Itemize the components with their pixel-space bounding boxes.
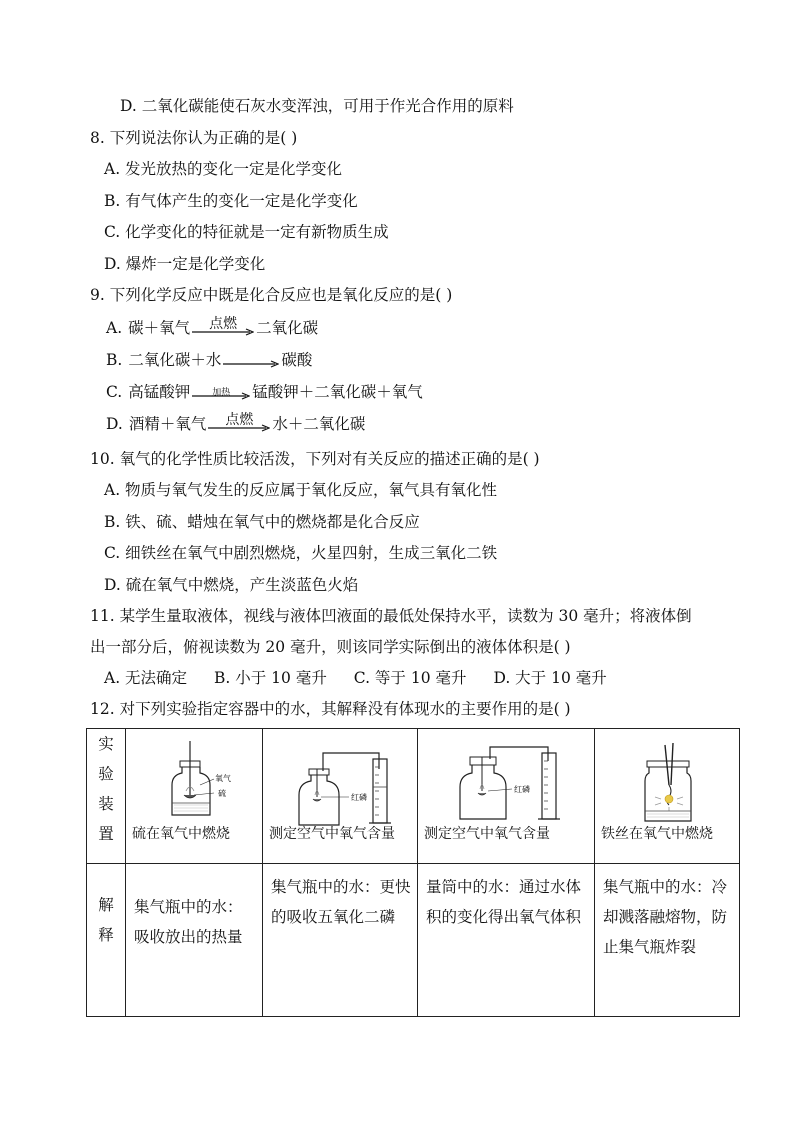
reaction-arrow bbox=[223, 350, 279, 370]
q9-c-reactants: 高锰酸钾 bbox=[128, 383, 191, 401]
label-oxygen: 氧气 bbox=[215, 774, 231, 783]
label-red-phosphorus-1: 红磷 bbox=[351, 793, 367, 802]
apparatus-header: 实 验 装 置 bbox=[87, 729, 126, 864]
q9-a-reactants: 碳＋氧气 bbox=[128, 319, 191, 337]
oxygen-content-apparatus-2-image bbox=[454, 743, 572, 825]
reaction-arrow bbox=[192, 318, 254, 338]
q9-d-condition: 点燃 bbox=[225, 412, 254, 428]
q9-c-products: 锰酸钾＋二氧化碳＋氧气 bbox=[252, 383, 423, 401]
caption-1: 硫在氧气中燃烧 bbox=[132, 826, 230, 842]
label-red-phosphorus-2: 红磷 bbox=[514, 785, 530, 794]
q11-choice-b: B. 小于 10 毫升 bbox=[214, 669, 327, 687]
q9-option-a bbox=[106, 318, 318, 338]
explanation-3: 量筒中的水：通过水体积的变化得出氧气体积 bbox=[418, 864, 595, 1017]
explanation-row bbox=[87, 864, 740, 1017]
q10-option-c: C. 细铁丝在氧气中剧烈燃烧，火星四射，生成三氧化二铁 bbox=[104, 544, 498, 562]
q9-option-c bbox=[106, 382, 423, 402]
apparatus-row bbox=[87, 729, 740, 864]
q9-a-label: A. bbox=[106, 319, 123, 337]
q9-stem: 9. 下列化学反应中既是化合反应也是氧化反应的是( ) bbox=[90, 286, 453, 304]
q11-choice-d: D. 大于 10 毫升 bbox=[493, 669, 607, 687]
caption-4: 铁丝在氧气中燃烧 bbox=[601, 826, 713, 842]
q8-stem: 8. 下列说法你认为正确的是( ) bbox=[90, 129, 298, 147]
explanation-header: 解 释 bbox=[87, 864, 126, 1017]
q9-d-label: D. bbox=[106, 415, 123, 433]
q11-choice-c: C. 等于 10 毫升 bbox=[353, 669, 467, 687]
q9-a-condition: 点燃 bbox=[209, 316, 238, 332]
q8-option-a: A. 发光放热的变化一定是化学变化 bbox=[104, 160, 343, 178]
q9-c-label: C. bbox=[106, 383, 123, 401]
caption-2: 测定空气中氧气含量 bbox=[269, 826, 395, 842]
reaction-arrow bbox=[192, 382, 250, 402]
explanation-1: 集气瓶中的水：吸收放出的热量 bbox=[126, 864, 263, 1017]
q9-option-b bbox=[106, 350, 312, 370]
iron-wire-bottle-image bbox=[639, 741, 705, 827]
q11-choice-a: A. 无法确定 bbox=[104, 669, 188, 687]
q9-a-products: 二氧化碳 bbox=[256, 319, 319, 337]
q9-c-condition: 加热 bbox=[212, 388, 231, 398]
apparatus-phosphorus-2 bbox=[418, 729, 595, 864]
experiment-table bbox=[86, 728, 740, 1017]
gas-bottle-sulfur-image bbox=[166, 739, 246, 819]
q8-option-c: C. 化学变化的特征就是一定有新物质生成 bbox=[104, 223, 389, 241]
explanation-4: 集气瓶中的水：冷却溅落融熔物，防止集气瓶炸裂 bbox=[595, 864, 740, 1017]
q7-option-d: D. 二氧化碳能使石灰水变浑浊，可用于作光合作用的原料 bbox=[120, 97, 514, 115]
q9-b-reactants: 二氧化碳＋水 bbox=[128, 351, 222, 369]
apparatus-phosphorus-1 bbox=[263, 729, 418, 864]
q9-b-products: 碳酸 bbox=[281, 351, 313, 369]
q9-d-products: 水＋二氧化碳 bbox=[272, 415, 366, 433]
oxygen-content-apparatus-1-image bbox=[291, 747, 403, 829]
apparatus-iron bbox=[595, 729, 740, 864]
q10-stem: 10. 氧气的化学性质比较活泼，下列对有关反应的描述正确的是( ) bbox=[90, 450, 540, 468]
reaction-arrow bbox=[208, 414, 270, 434]
q10-option-d: D. 硫在氧气中燃烧，产生淡蓝色火焰 bbox=[104, 576, 359, 594]
caption-3: 测定空气中氧气含量 bbox=[424, 826, 550, 842]
q11-stem-line1: 11. 某学生量取液体，视线与液体凹液面的最低处保持水平，读数为 30 毫升；将液体倒 bbox=[90, 607, 692, 625]
q9-option-d bbox=[106, 414, 365, 434]
q9-b-label: B. bbox=[106, 351, 123, 369]
q10-option-a: A. 物质与氧气发生的反应属于氧化反应，氧气具有氧化性 bbox=[104, 481, 498, 499]
q8-option-b: B. 有气体产生的变化一定是化学变化 bbox=[104, 192, 358, 210]
q8-option-d: D. 爆炸一定是化学变化 bbox=[104, 255, 266, 273]
explanation-2: 集气瓶中的水：更快的吸收五氧化二磷 bbox=[263, 864, 418, 1017]
q11-stem-line2: 出一部分后，俯视读数为 20 毫升，则该同学实际倒出的液体体积是( ) bbox=[90, 638, 571, 656]
q11-choices bbox=[104, 668, 629, 688]
q9-d-reactants: 酒精＋氧气 bbox=[128, 415, 207, 433]
q12-stem: 12. 对下列实验指定容器中的水，其解释没有体现水的主要作用的是( ) bbox=[90, 700, 571, 718]
q10-option-b: B. 铁、硫、蜡烛在氧气中的燃烧都是化合反应 bbox=[104, 513, 420, 531]
apparatus-sulfur bbox=[126, 729, 263, 864]
label-sulfur: 硫 bbox=[218, 789, 226, 798]
